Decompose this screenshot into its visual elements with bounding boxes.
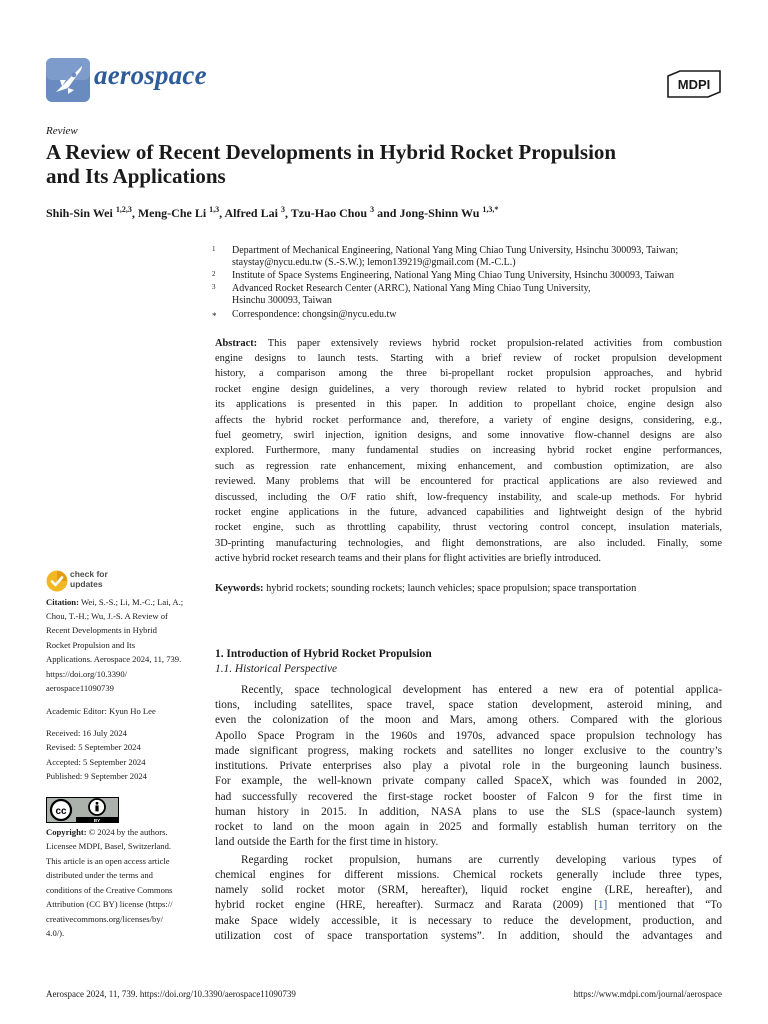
title-line: and Its Applications [46,164,226,188]
author-name: Alfred Lai [224,206,278,220]
citation-line: Citation: Wei, S.-S.; Li, M.-C.; Lai, A.; [46,597,184,607]
body-line: For example, the well-known private company called SpaceX, which was founded in 2002, [215,775,722,787]
section-heading: 1. Introduction of Hybrid Rocket Propulsion [215,648,432,660]
revised-date: Revised: 5 September 2024 [46,742,141,752]
keywords-line [215,581,722,596]
publisher-name: MDPI [677,77,711,92]
author-name: Jong-Shinn Wu [399,206,480,220]
author-list: Shih-Sin Wei $^{1,2,3}$, Meng-Che Li $^{1,3}$, Alfred Lai $^3$, Tzu-Hao Chou $^3$ and Jong-Shinn Wu $^{1,3,*}$ [46,205,499,220]
copyright-line: distributed under the terms and [46,870,153,880]
abstract-line: explored. Furthermore, many fundamental studies on increasing hybrid rocket engine performances, [215,445,722,456]
citation-label: Citation: [46,597,79,607]
body-line: utilization cost of space transportation systems”. In addition, should the advantages and [215,930,722,942]
body-line: land outside the Earth for the first time in history. [215,836,439,848]
journal-logo-icon [46,58,90,102]
affiliation-line: staystay@nycu.edu.tw (S.-S.W.); lemon139219@gmail.com (M.-C.L.) [232,257,516,269]
svg-text:cc: cc [55,806,67,817]
abstract-line: its applications is presented in this paper. In addition to propellant choice, engine design also [215,399,722,410]
body-line: institutions. Private enterprises also play a pivotal role in the burgeoning launch business. [215,760,722,772]
citation-line: Chou, T.-H.; Wu, J.-S. A Review of [46,611,168,621]
license-link[interactable]: creativecommons.org/licenses/by/ [46,914,164,924]
abstract-line: reviewed. Many problems that will be encountered for practical applications are also reviewed and [215,476,722,487]
copyright-line: Attribution (CC BY) license (https:// [46,899,173,909]
body-line: chemical engines for different missions. Chemical rockets generally include three types, [215,869,722,881]
author-affil: 3 [370,205,375,214]
author-affil: 1,3 [209,205,220,214]
published-date: Published: 9 September 2024 [46,771,147,781]
abstract-line: rocket engine design guidelines, a very thorough review related to hybrid rocket propulsion and [215,384,722,395]
svg-text:BY: BY [93,818,101,823]
abstract-line: engine designs to launch tests. Starting with a brief review of rocket propulsion development [215,353,722,364]
keywords-text: hybrid rockets; sounding rockets; launch vehicles; space propulsion; space transportation [266,583,637,594]
body-line: had successfully recovered the first-stage rocket booster of Falcon 9 for the first time in [215,791,722,803]
affiliation-number: 3 [212,283,216,291]
abstract-line: active hybrid rocket research teams and their plans for flight activities are briefly introduced. [215,553,602,564]
author-affil: 3 [280,205,285,214]
copyright-line: conditions of the Creative Commons [46,885,173,895]
abstract-line: rocket engine, such as throttling capability, thrust vectoring control concept, insulation materials, [215,522,722,533]
citation-line: Applications. Aerospace 2024, 11, 739. [46,654,182,664]
author-affil: 1,2,3 [115,205,132,214]
copyright-line: This article is an open access article [46,856,170,866]
academic-editor: Academic Editor: Kyun Ho Lee [46,706,156,716]
footer-citation[interactable]: Aerospace 2024, 11, 739. https://doi.org/10.3390/aerospace11090739 [46,989,296,999]
mdpi-logo [666,70,722,98]
abstract-label: Abstract: [215,338,258,349]
body-line: make Space widely accessible, it is necessary to reduce the development, production, and [215,915,722,927]
check-for-updates-button[interactable]: check for updates [70,569,108,589]
license-link[interactable]: 4.0/). [46,928,65,938]
body-line: made significant progress, making rockets and satellites no longer exclusive to the country’s [215,745,722,757]
doi-link[interactable]: https://doi.org/10.3390/ [46,669,128,679]
abstract-line: history, a comparison among the three bi-propellant rocket propulsion approaches, and hybrid [215,368,722,379]
received-date: Received: 16 July 2024 [46,728,127,738]
body-line: Regarding rocket propulsion, humans are currently developing various types of [241,854,722,866]
abstract-line: such as regression rate enhancement, mixing enhancement, and combustion optimization, are also [215,461,722,472]
affiliation-line: Hsinchu 300093, Taiwan [232,295,332,307]
body-line: rocket to land on the moon again in 2025 and formally establish human territory on the [215,821,722,833]
body-line: human history in 2015. In addition, NASA plans to use the SLS (space-launch system) [215,806,722,818]
body-line: tions, including satellites, space travel, space station development, asteroid mining, and [215,699,722,711]
footer-journal-link[interactable]: https://www.mdpi.com/journal/aerospace [573,989,722,999]
citation-line: Rocket Propulsion and Its [46,640,136,650]
cc-by-license-badge[interactable] [46,797,119,823]
author-name: Meng-Che Li [137,206,207,220]
abstract-line: fuel geometry, swirl injection, ignition designs, and some innovative flow-channel designs are also [215,430,722,441]
body-line: Recently, space technological development has entered a new era of potential applica- [241,684,722,696]
check-for-updates-icon[interactable] [46,570,68,592]
reference-link[interactable]: [1] [594,899,608,911]
affiliation-line: Department of Mechanical Engineering, National Yang Ming Chiao Tung University, Hsinchu 300093, Taiwan; [232,245,679,256]
affiliation-number: 1 [212,245,216,253]
abstract-line: Abstract: This paper extensively reviews hybrid rocket propulsion-related activities from combustion [215,338,722,349]
body-line: even the colonization of the moon and Mars, among others. Compared with the glorious [215,714,722,726]
body-line: Apollo Space Program in the 1960s and 1970s, advanced space propulsion technology has [215,730,722,742]
citation-line: Recent Developments in Hybrid [46,625,157,635]
affiliation-line: Advanced Rocket Research Center (ARRC), National Yang Ming Chiao Tung University, [232,283,591,294]
article-title [46,140,736,188]
title-line: A Review of Recent Developments in Hybrid Rocket Propulsion [46,140,617,164]
subsection-heading: 1.1. Historical Perspective [215,663,338,675]
affiliation-number: * [212,311,217,321]
copyright-line: Copyright: © 2024 by the authors. [46,827,168,837]
affiliation-line: Institute of Space Systems Engineering, National Yang Ming Chiao Tung University, Hsinchu 300093, Taiwan [232,270,675,281]
abstract-line: discussed, including the O/F ratio shift, low-frequency instability, and scale-up methods. For hybrid [215,492,722,503]
affiliation-number: 2 [212,270,216,278]
copyright-line: Licensee MDPI, Basel, Switzerland. [46,841,172,851]
abstract-line: 3D-printing manufacturing technologies, and flight demonstrations, are also included. Finally, some [215,538,722,549]
author-affil: 1,3,* [482,205,499,214]
body-line: hybrid rocket engine (HRE, hereafter). Surmacz and Rarata (2009) [1] mentioned that “To [215,899,723,911]
abstract-line: affects the hybrid rocket performance and, therefore, a variety of engine designs, considering, e.g., [215,415,722,426]
body-line: namely solid rocket motor (SRM, hereafter), liquid rocket engine (LRE, hereafter), and [215,884,722,896]
abstract-line: rocket engine applications in the future, advanced capabilities and lightweight design of the hybrid [215,507,722,518]
accepted-date: Accepted: 5 September 2024 [46,757,146,767]
article-type: Review [46,125,78,137]
keywords-label: Keywords: [215,583,264,594]
affiliation-line: Correspondence: chongsin@nycu.edu.tw [232,309,397,320]
author-name: Tzu-Hao Chou [290,206,368,220]
journal-name: aerospace [94,60,207,90]
copyright-label: Copyright: [46,827,87,837]
author-name: Shih-Sin Wei [46,206,113,220]
doi-link[interactable]: aerospace11090739 [46,683,114,693]
